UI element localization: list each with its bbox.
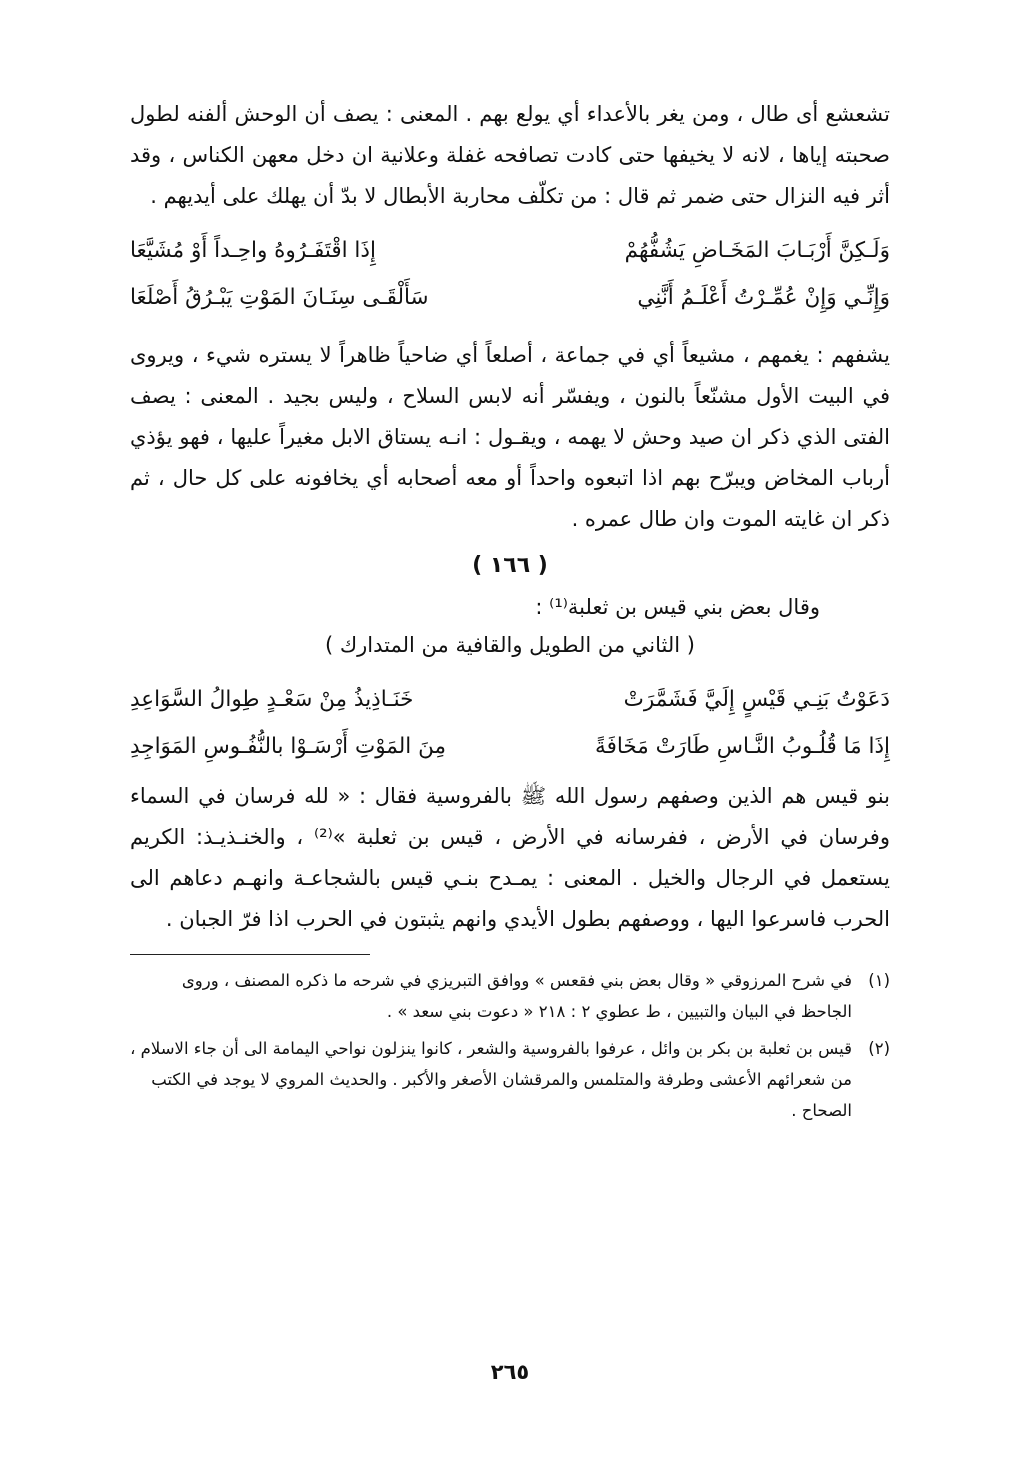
footnote-separator: [130, 954, 370, 955]
commentary-paragraph-3: بنو قيس هم الذين وصفهم رسول الله ﷺ بالفروسية فقال : « لله فرسان في السماء وفرسان في الأرض ، ففرسانه في الأرض ، قيس بن ثعلبة »⁽²⁾ ، والخنـذيـذ: الكريم يستعمل في الرجال والخيل . المعنى : يمـدح بنـي قيس بالشجاعـة وانهـم دعاهم الى الحرب فاسرعوا اليها ، ووصفهم بطول الأيدي وانهم يثبتون في الحرب اذا فرّ الجبان .: [130, 784, 890, 931]
verse-second-hemistich: سَأَلْقَـى سِنَـانَ المَوْتِ يَبْـرُقُ أَصْلَعَا: [130, 285, 429, 310]
verses-group-1: [130, 227, 890, 321]
verse-first-hemistich: دَعَوْتُ بَنِـي قَيْسٍ إِلَيَّ فَشَمَّرَتْ: [623, 687, 890, 712]
verse-first-hemistich: إِذَا مَا قُلُـوبُ النَّـاسِ طَارَتْ مَخَافَةً: [595, 734, 890, 759]
commentary-paragraph-1: تشعشع أى طال ، ومن يغر بالأعداء أي يولع بهم . المعنى : يصف أن الوحش ألفنه لطول صحبته إياها ، لانه لا يخيفها حتى كادت تصافحه غفلة وعلانية ان دخل معهن الكناس ، وقد أثر فيه النزال حتى ضمر ثم قال : من تكلّف محاربة الأبطال لا بدّ أن يهلك على أيديهم .: [130, 102, 890, 208]
footnote-2: [130, 1033, 890, 1126]
footnote-text: قيس بن ثعلبة بن بكر بن وائل ، عرفوا بالفروسية والشعر ، كانوا ينزلون نواحي اليمامة الى أن جاء الاسلام ، من شعرائهم الأعشى وطرفة والمتلمس والمرقشان الأصغر والأكبر . والحديث المروي لا يوجد في الكتب الصحاح .: [130, 1039, 852, 1120]
book-page: [130, 92, 890, 1132]
footnote-marker: (٢): [868, 1039, 890, 1058]
verse-line: [130, 274, 890, 321]
verse-first-hemistich: وَلَـكِنَّ أَرْبَـابَ المَخَـاضِ يَشُفُّهُمْ: [624, 238, 890, 263]
poem-number: ( ١٦٦ ): [472, 553, 548, 578]
commentary-paragraph-2: يشفهم : يغمهم ، مشيعاً أي في جماعة ، أصلعاً أي ضاحياً ظاهراً لا يستره شيء ، ويروى في البيت الأول مشنّعاً بالنون ، ويفسّر أنه لابس السلاح ، وليس بجيد . المعنى : يصف الفتى الذي ذكر ان صيد وحش لا يهمه ، ويقـول : انـه يستاق الابل مغيراً عليها ، فهو يؤذي أرباب المخاض ويبرّح بهم اذا اتبعوه واحداً أو معه أصحابه أي يخافونه على كل حال ، ثم ذكر ان غايته الموت وان طال عمره .: [130, 343, 890, 531]
verses-group-2: [130, 676, 890, 770]
footnote-1: [130, 965, 890, 1027]
poem-meter: ( الثاني من الطويل والقافية من المتدارك ): [324, 633, 695, 657]
verse-line: [130, 227, 890, 274]
footnote-text: في شرح المرزوقي « وقال بعض بني فقعس » ووافق التبريزي في شرحه ما ذكره المصنف ، وروى الجاحظ في البيان والتبيين ، ط عطوي ٢ : ٢١٨ « دعوت بني سعد » .: [181, 971, 852, 1021]
poem-intro: وقال بعض بني قيس بن ثعلبة⁽¹⁾ :: [535, 595, 820, 619]
verse-second-hemistich: مِنَ المَوْتِ أَرْسَـوْا بالنُّفُـوسِ المَوَاجِدِ: [130, 734, 446, 759]
verse-second-hemistich: إِذَا اقْتَفَـرُوهُ واحِـداً أَوْ مُشَيَّعَا: [130, 238, 376, 263]
page-number: ٢٦٥: [490, 1360, 530, 1384]
verse-line: [130, 723, 890, 770]
verse-second-hemistich: خَنَـاذِيذُ مِنْ سَعْـدٍ طِوالُ السَّوَاعِدِ: [130, 687, 414, 712]
verse-first-hemistich: وَإِنِّـي وَإِنْ عُمِّـرْتُ أَعْلَـمُ أَنَّنِي: [637, 285, 890, 310]
verse-line: [130, 676, 890, 723]
footnote-marker: (١): [868, 971, 890, 990]
